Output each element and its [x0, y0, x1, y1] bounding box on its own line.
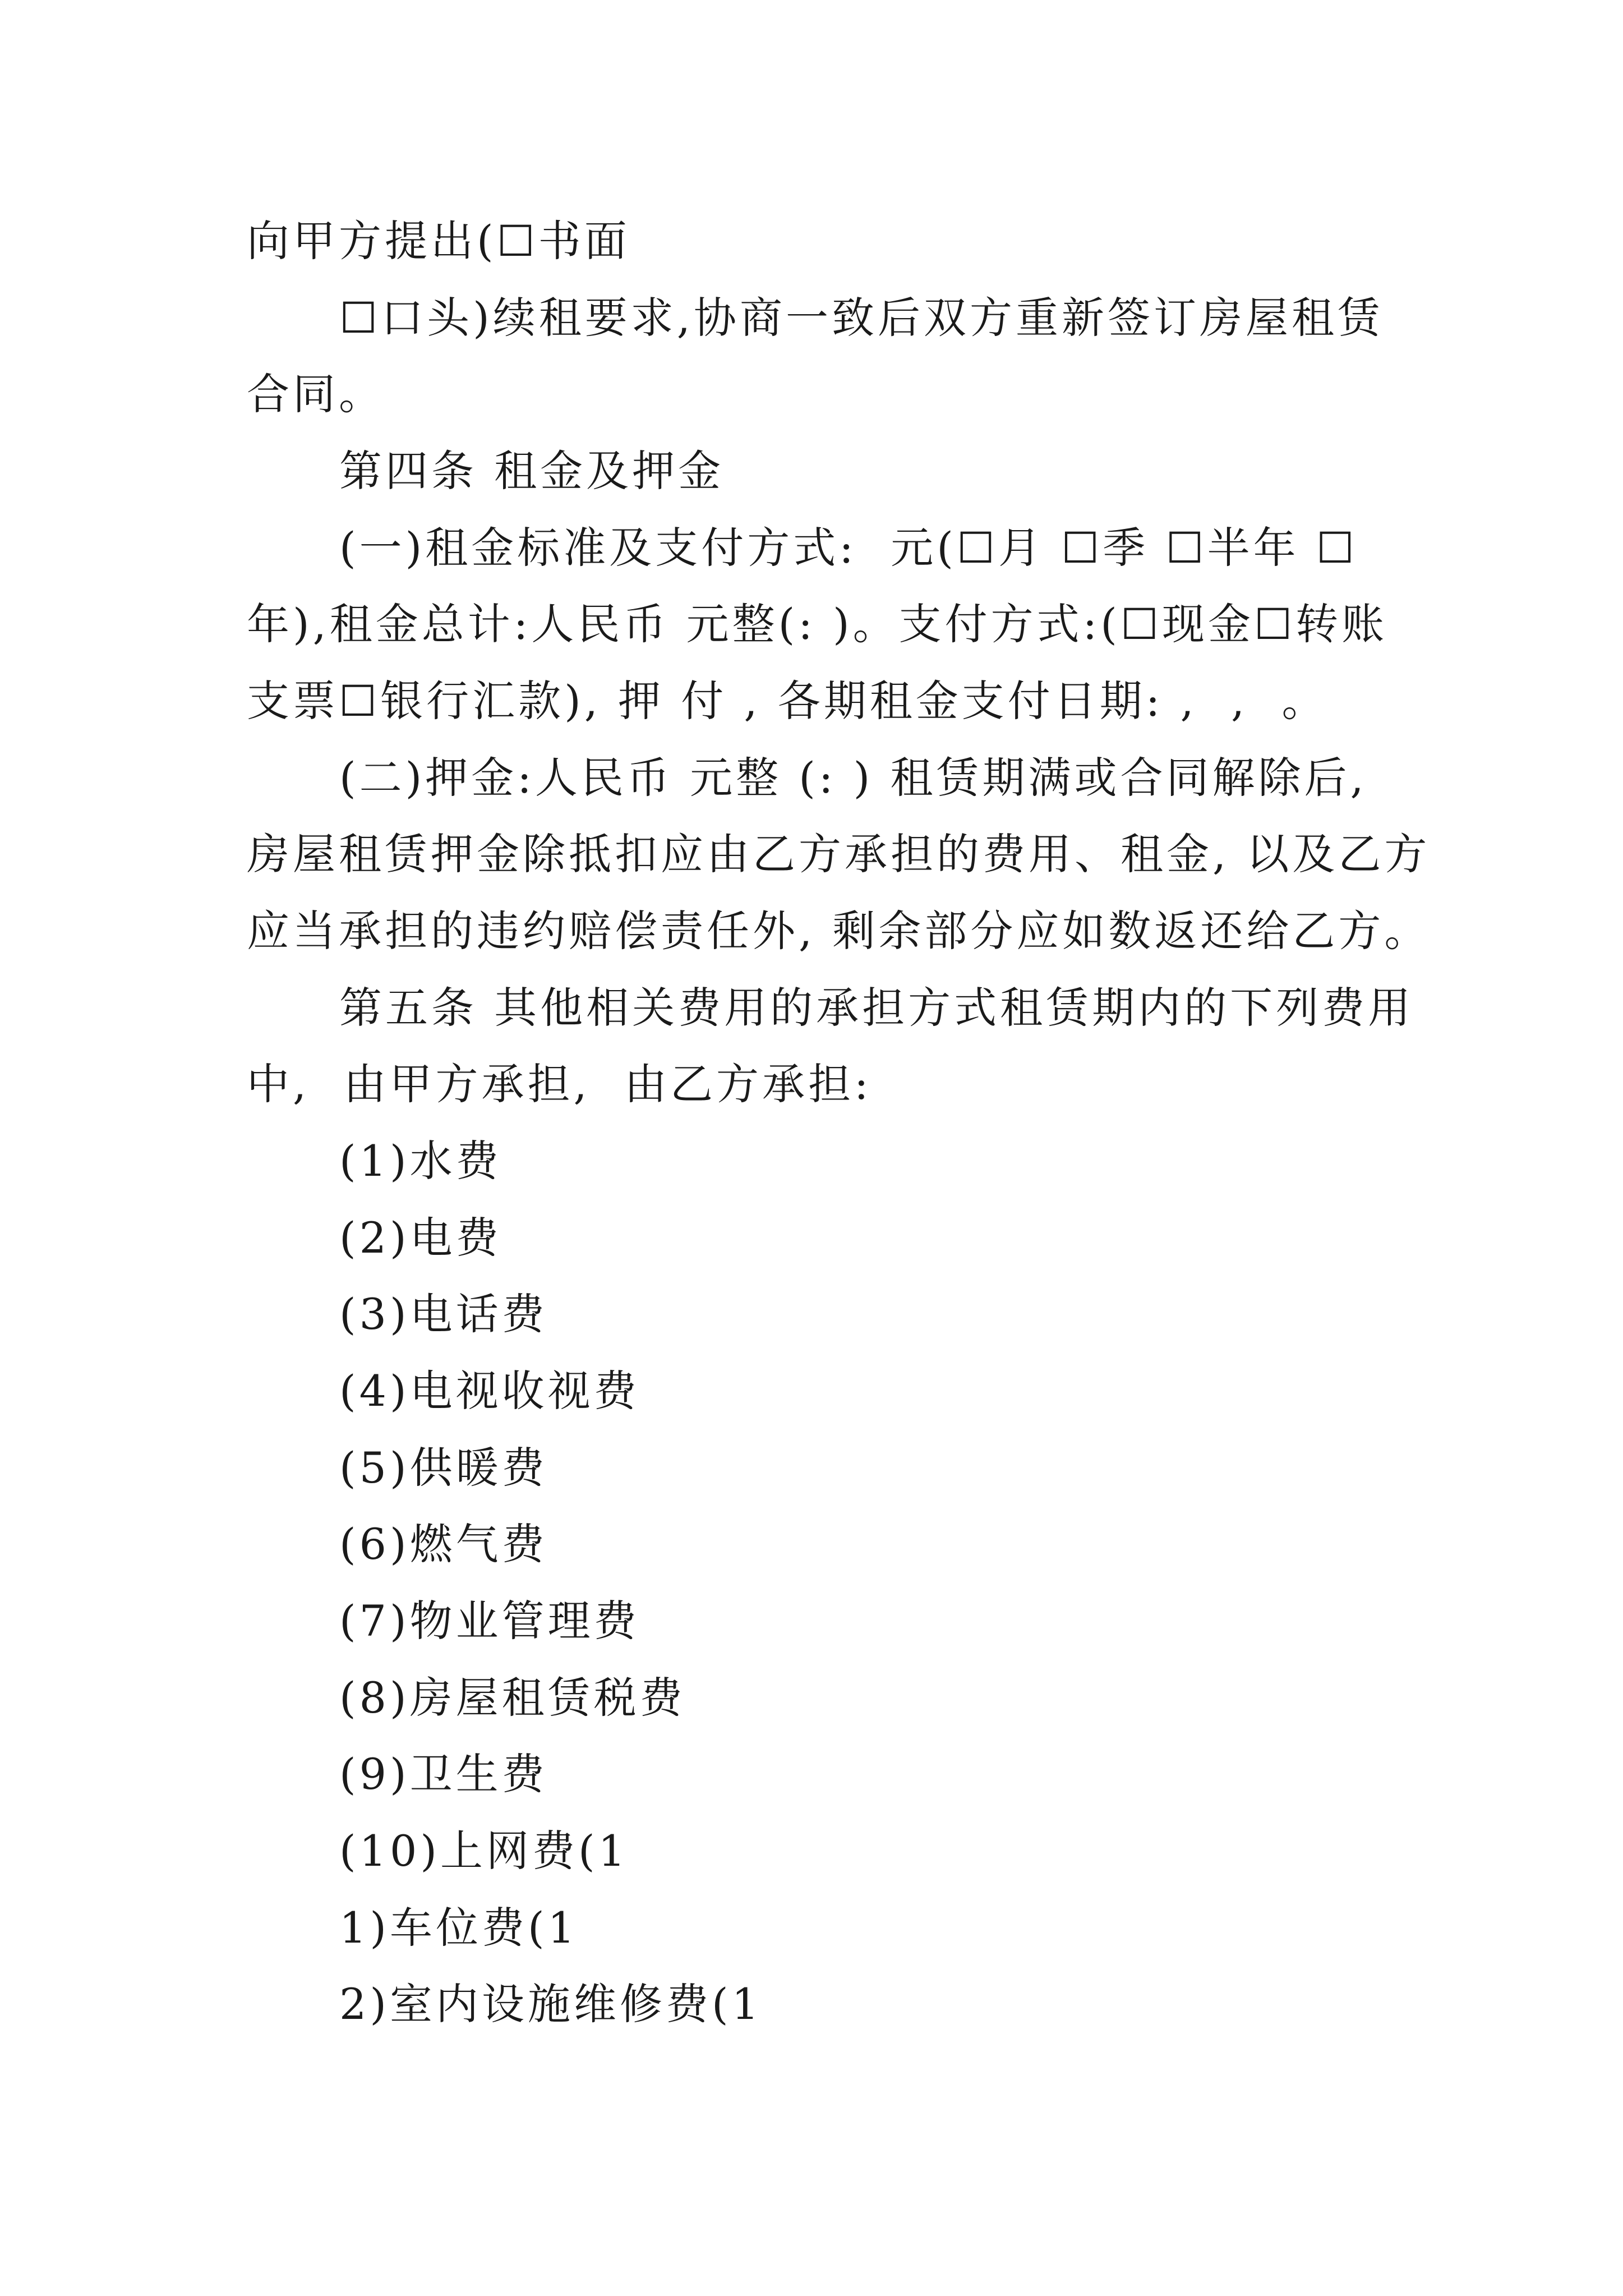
list-item: 2)室内设施维修费(1	[339, 1979, 763, 2029]
section-heading: 第四条 租金及押金	[339, 446, 725, 496]
list-item: (6)燃气费	[339, 1519, 548, 1569]
section-heading: 第五条 其他相关费用的承担方式租赁期内的下列费用	[339, 983, 1414, 1033]
list-item: (4)电视收视费	[339, 1366, 640, 1416]
list-item: (3)电话费	[339, 1289, 548, 1339]
text-line: 支票☐银行汇款), 押 付 , 各期租金支付日期: , , 。	[247, 676, 1328, 726]
text-line: 房屋租赁押金除抵扣应由乙方承担的费用、租金, 以及乙方	[247, 829, 1431, 879]
text-line: 中, 由甲方承担, 由乙方承担:	[247, 1059, 872, 1109]
text-line: (一)租金标准及支付方式: 元(☐月 ☐季 ☐半年 ☐	[339, 523, 1358, 573]
list-item: (1)水费	[339, 1136, 502, 1186]
list-item: (5)供暖费	[339, 1443, 548, 1493]
list-item: 1)车位费(1	[339, 1903, 579, 1953]
list-item: (8)房屋租赁税费	[339, 1673, 686, 1723]
text-line: ☐口头)续租要求,协商一致后双方重新签订房屋租赁	[339, 293, 1384, 343]
list-item: (10)上网费(1	[339, 1826, 629, 1876]
list-item: (9)卫生费	[339, 1749, 548, 1799]
text-line: 合同。	[247, 369, 385, 419]
text-line: 向甲方提出(☐书面	[247, 216, 630, 266]
text-line: (二)押金:人民币 元整 (: ) 租赁期满或合同解除后,	[339, 753, 1367, 803]
text-line: 应当承担的违约赔偿责任外, 剩余部分应如数返还给乙方。	[247, 906, 1431, 956]
list-item: (2)电费	[339, 1213, 502, 1263]
text-line: 年),租金总计:人民币 元整(: )。支付方式:(☐现金☐转账	[247, 599, 1388, 649]
list-item: (7)物业管理费	[339, 1596, 640, 1646]
